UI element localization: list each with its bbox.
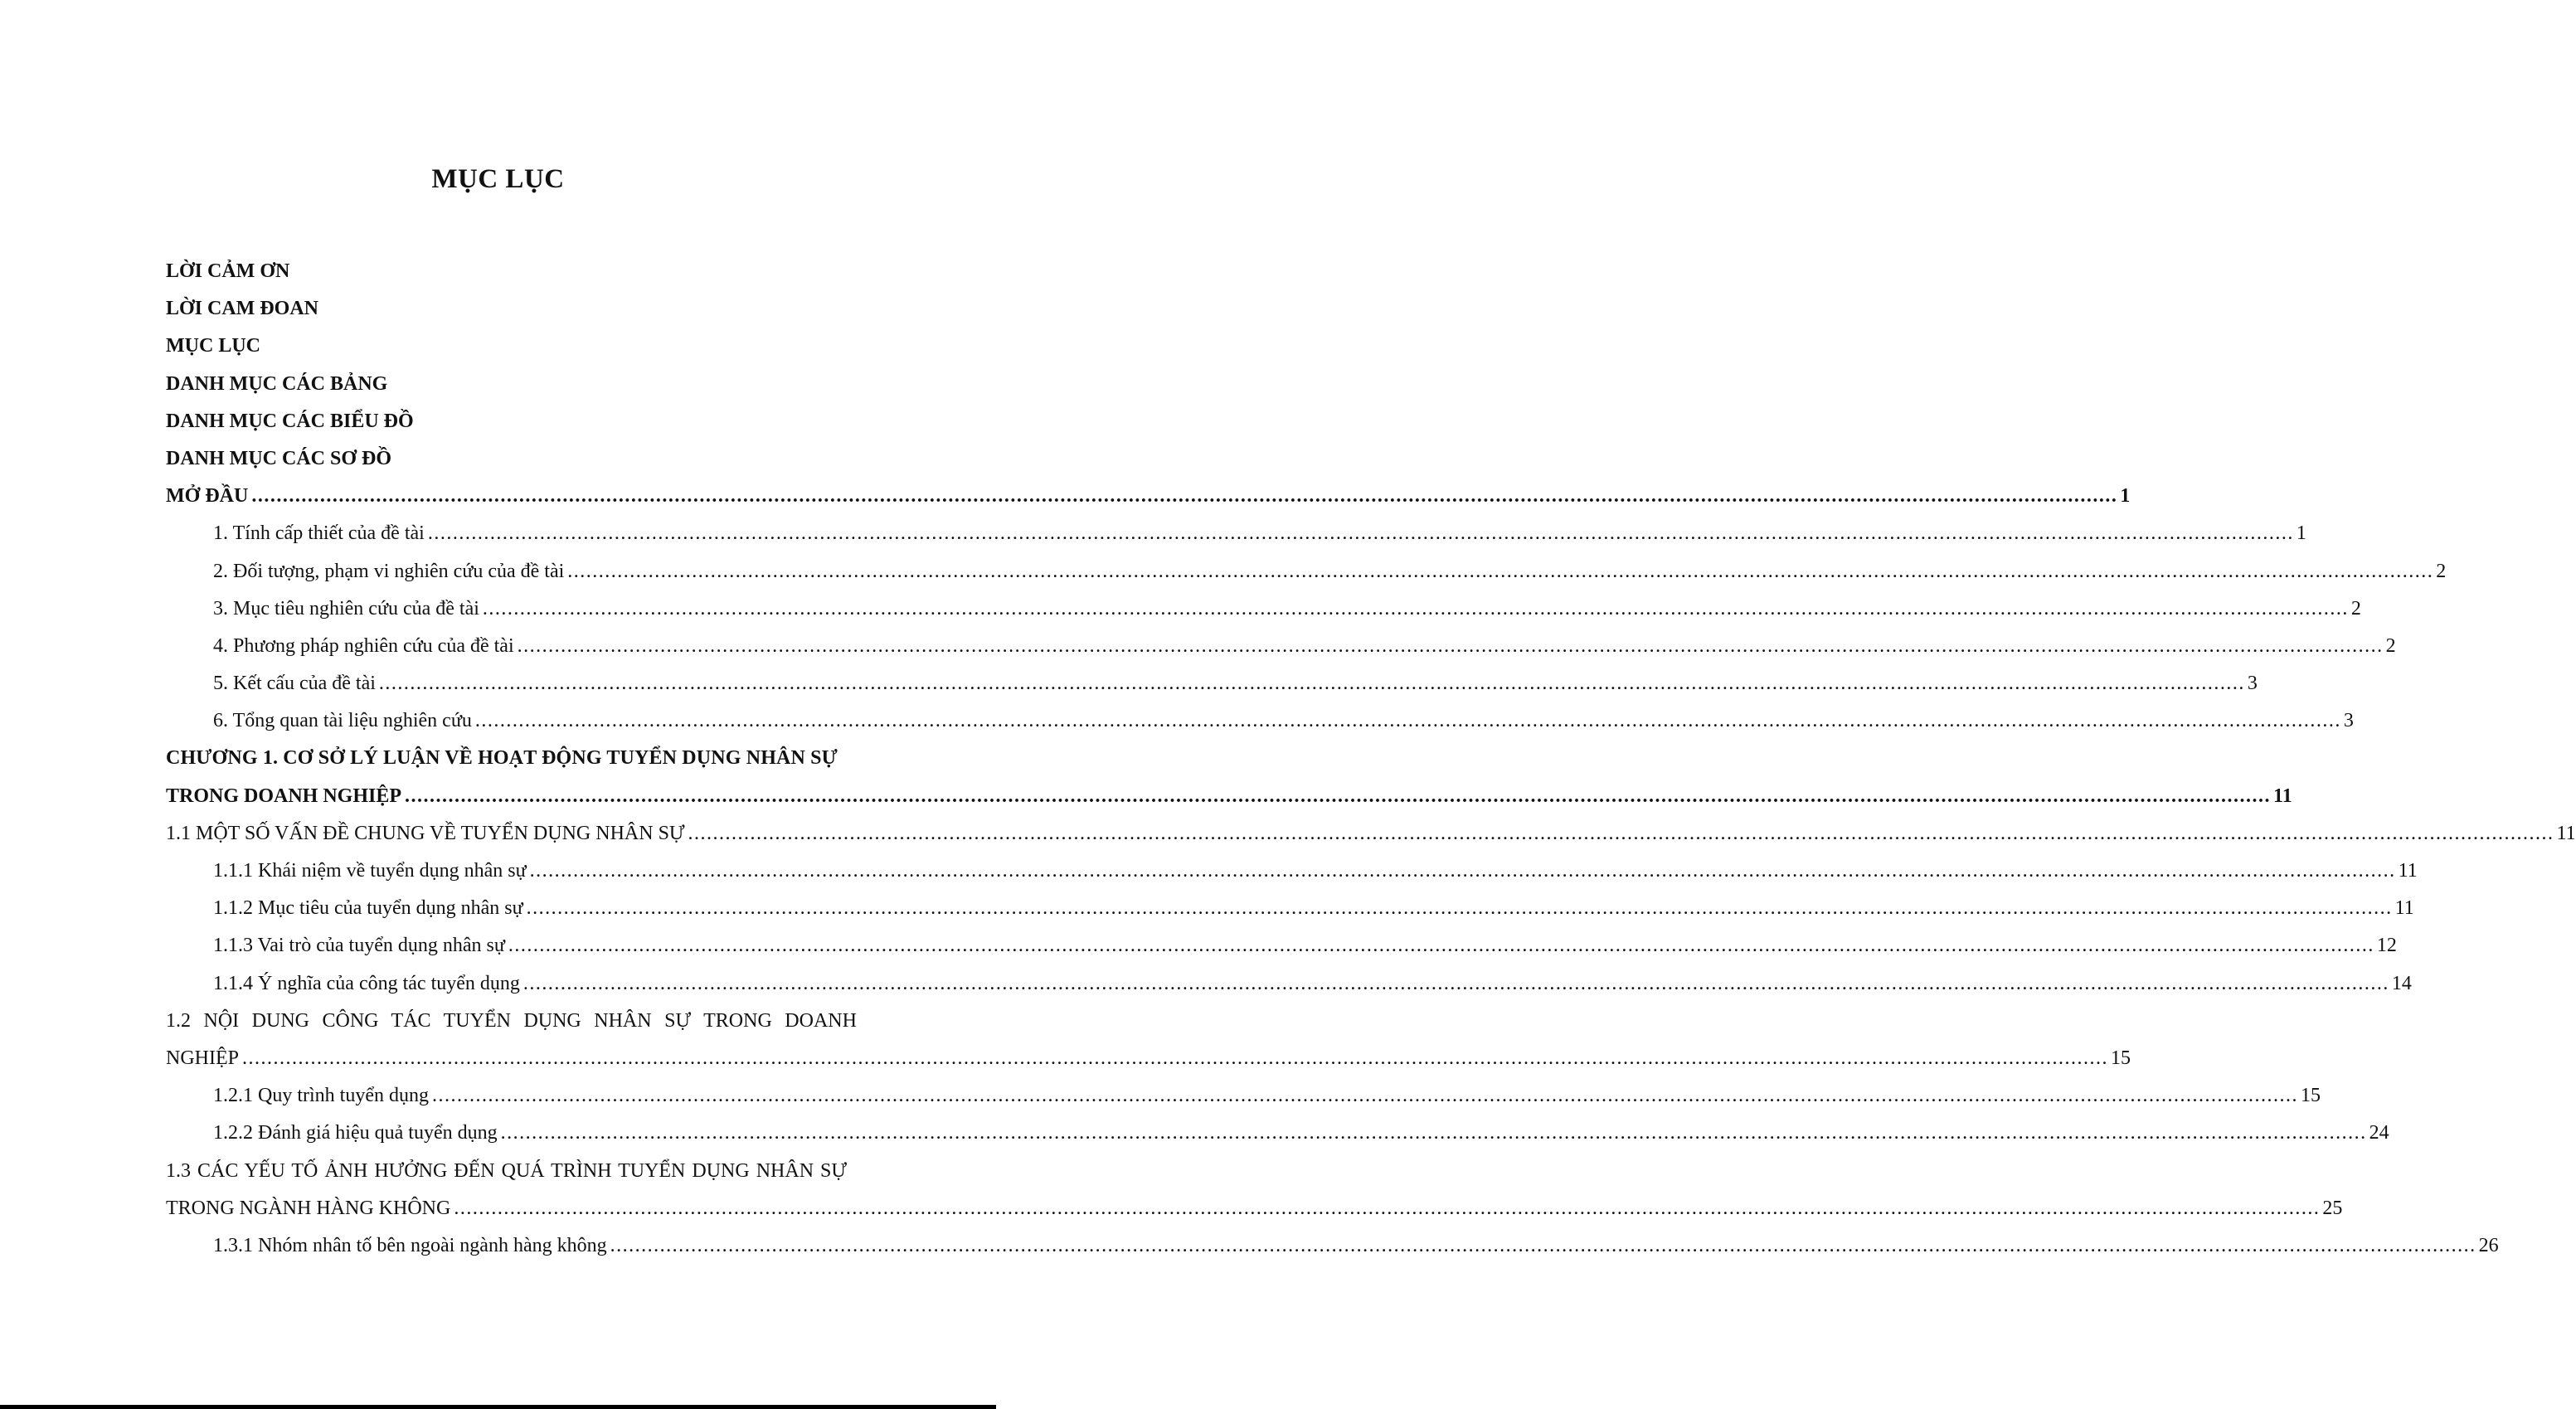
toc-entry-1-2-2[interactable] — [166, 1115, 2389, 1152]
toc-entry-text: 1.1.1 Khái niệm về tuyển dụng nhân sự — [213, 860, 527, 882]
toc-leader-dots: ............................................................................................................................................................................................................................................................................................................ — [610, 1234, 2476, 1256]
toc-leader-dots: ............................................................................................................................................................................................................................................................................................................ — [508, 935, 2374, 957]
toc-leader-dots: ............................................................................................................................................................................................................................................................................................................ — [529, 860, 2396, 882]
toc-page-number: 11 — [2394, 897, 2414, 920]
toc-entry-danh-muc-bieu-do[interactable] — [166, 403, 899, 440]
toc-entry-text: CHƯƠNG 1. CƠ SỞ LÝ LUẬN VỀ HOẠT ĐỘNG TUYỂN DỤNG NHÂN SỰ — [166, 747, 838, 770]
toc-entry-text: 1.1.3 Vai trò của tuyển dụng nhân sự — [213, 935, 505, 957]
toc-entry-text: 4. Phương pháp nghiên cứu của đề tài — [213, 634, 514, 657]
toc-entry-text: 1. Tính cấp thiết của đề tài — [213, 522, 425, 545]
toc-entry-1-1-1[interactable] — [166, 853, 2418, 890]
bottom-border — [0, 1405, 996, 1409]
toc-page-number: 11 — [2556, 822, 2576, 844]
toc-entry-mo-dau[interactable] — [166, 478, 2131, 515]
toc-entry-loi-cam-doan[interactable] — [166, 290, 899, 328]
page-title: MỤC LỤC — [431, 164, 565, 194]
toc-entry-text: 1.2.2 Đánh giá hiệu quả tuyển dụng — [213, 1122, 498, 1144]
toc-entry-1-2-line1[interactable] — [166, 1003, 899, 1040]
toc-entry-text: TRONG NGÀNH HÀNG KHÔNG — [166, 1197, 451, 1219]
toc-entry-1-2-1[interactable] — [166, 1077, 2321, 1115]
toc-page-number: 2 — [2436, 560, 2447, 582]
toc-page-number: 3 — [2343, 710, 2354, 732]
toc-page-number: 11 — [2398, 860, 2418, 882]
toc-page-number: 25 — [2322, 1197, 2343, 1219]
toc-entry-text: TRONG DOANH NGHIỆP — [166, 785, 402, 807]
toc-entry-text: LỜI CAM ĐOAN — [166, 298, 318, 320]
toc-entry-text: 2. Đối tượng, phạm vi nghiên cứu của đề tài — [213, 560, 565, 582]
toc-page-number: 26 — [2478, 1234, 2499, 1256]
toc-entry-ket-cau[interactable] — [166, 665, 2258, 702]
toc-entry-doi-tuong[interactable] — [166, 553, 2447, 590]
toc-page-number: 2 — [2385, 634, 2396, 657]
toc-page-number: 14 — [2391, 972, 2412, 994]
toc-leader-dots: ............................................................................................................................................................................................................................................................................................................ — [526, 897, 2393, 920]
toc-entry-1-3-line1[interactable] — [166, 1153, 899, 1190]
toc-entry-tinh-cap-thiet[interactable] — [166, 515, 2306, 552]
toc-entry-text: DANH MỤC CÁC BẢNG — [166, 372, 388, 395]
toc-page-number: 3 — [2247, 673, 2258, 695]
toc-leader-dots: ............................................................................................................................................................................................................................................................................................................ — [242, 1047, 2108, 1069]
toc-entry-chuong-1-line1[interactable] — [166, 740, 899, 777]
toc-entry-text: 1.1.4 Ý nghĩa của công tác tuyển dụng — [213, 972, 520, 994]
toc-leader-dots: ............................................................................................................................................................................................................................................................................................................ — [567, 560, 2434, 582]
toc-leader-dots: ............................................................................................................................................................................................................................................................................................................ — [378, 673, 2245, 695]
toc-entry-text: DANH MỤC CÁC SƠ ĐỒ — [166, 447, 391, 469]
toc-entry-1-3-1[interactable] — [166, 1227, 2499, 1265]
toc-entry-text: MỤC LỤC — [166, 335, 260, 357]
toc-entry-text: 1.2.1 Quy trình tuyển dụng — [213, 1085, 429, 1107]
toc-entry-1-1-2[interactable] — [166, 890, 2414, 927]
toc-entry-1-1-4[interactable] — [166, 965, 2412, 1003]
toc-page-number: 1 — [2296, 522, 2306, 545]
toc-leader-dots: ............................................................................................................................................................................................................................................................................................................ — [251, 485, 2118, 508]
toc-entry-muc-luc[interactable] — [166, 328, 899, 365]
toc-entry-text: 6. Tổng quan tài liệu nghiên cứu — [213, 710, 472, 732]
toc-entry-1-3[interactable] — [166, 1190, 2343, 1227]
toc-leader-dots: ............................................................................................................................................................................................................................................................................................................ — [517, 634, 2384, 657]
toc-entry-text: 1.3 CÁC YẾU TỐ ẢNH HƯỞNG ĐẾN QUÁ TRÌNH TUYỂN DỤNG NHÂN SỰ — [166, 1159, 848, 1182]
toc-leader-dots: ............................................................................................................................................................................................................................................................................................................ — [405, 785, 2272, 807]
toc-entry-text: LỜI CẢM ƠN — [166, 260, 290, 282]
toc-leader-dots: ............................................................................................................................................................................................................................................................................................................ — [474, 710, 2341, 732]
toc-entry-text: 1.2 NỘI DUNG CÔNG TÁC TUYỂN DỤNG NHÂN SỰ TRONG DOANH — [166, 1009, 857, 1032]
toc-leader-dots: ............................................................................................................................................................................................................................................................................................................ — [427, 522, 2294, 545]
toc-entry-chuong-1[interactable] — [166, 778, 2292, 815]
toc-page-number: 2 — [2350, 597, 2361, 619]
toc-entry-1-1[interactable] — [166, 815, 2576, 853]
toc-entry-text: NGHIỆP — [166, 1047, 239, 1069]
toc-entry-loi-cam-on[interactable] — [166, 253, 899, 290]
toc-page-number: 15 — [2300, 1085, 2321, 1107]
toc-entry-danh-muc-bang[interactable] — [166, 366, 899, 403]
toc-entry-text: 1.1.2 Mục tiêu của tuyển dụng nhân sự — [213, 897, 523, 920]
toc-entry-muc-tieu[interactable] — [166, 590, 2361, 628]
toc-leader-dots: ............................................................................................................................................................................................................................................................................................................ — [688, 822, 2554, 844]
toc-leader-dots: ............................................................................................................................................................................................................................................................................................................ — [522, 972, 2389, 994]
toc-entry-tong-quan[interactable] — [166, 702, 2354, 740]
toc-leader-dots: ............................................................................................................................................................................................................................................................................................................ — [482, 597, 2349, 619]
toc-page-number: 11 — [2273, 785, 2292, 807]
toc-page-number: 24 — [2369, 1122, 2389, 1144]
toc-page-number: 15 — [2111, 1047, 2131, 1069]
toc-leader-dots: ............................................................................................................................................................................................................................................................................................................ — [500, 1122, 2367, 1144]
toc-entry-danh-muc-so-do[interactable] — [166, 440, 899, 478]
toc-entry-text: DANH MỤC CÁC BIỂU ĐỒ — [166, 410, 414, 432]
toc-entry-1-1-3[interactable] — [166, 927, 2397, 964]
toc-entry-text: 1.3.1 Nhóm nhân tố bên ngoài ngành hàng không — [213, 1234, 607, 1256]
toc-entry-phuong-phap[interactable] — [166, 628, 2396, 665]
toc-entry-text: 1.1 MỘT SỐ VẤN ĐỀ CHUNG VỀ TUYỂN DỤNG NHÂN SỰ — [166, 822, 685, 844]
toc-page-number: 1 — [2120, 485, 2131, 508]
toc-entry-text: MỞ ĐẦU — [166, 485, 249, 508]
toc-page-number: 12 — [2376, 935, 2397, 957]
toc-leader-dots: ............................................................................................................................................................................................................................................................................................................ — [454, 1197, 2321, 1219]
table-of-contents — [166, 253, 2576, 1265]
toc-entry-text: 3. Mục tiêu nghiên cứu của đề tài — [213, 597, 479, 619]
toc-entry-1-2[interactable] — [166, 1040, 2131, 1077]
toc-leader-dots: ............................................................................................................................................................................................................................................................................................................ — [431, 1085, 2298, 1107]
toc-entry-text: 5. Kết cấu của đề tài — [213, 673, 376, 695]
